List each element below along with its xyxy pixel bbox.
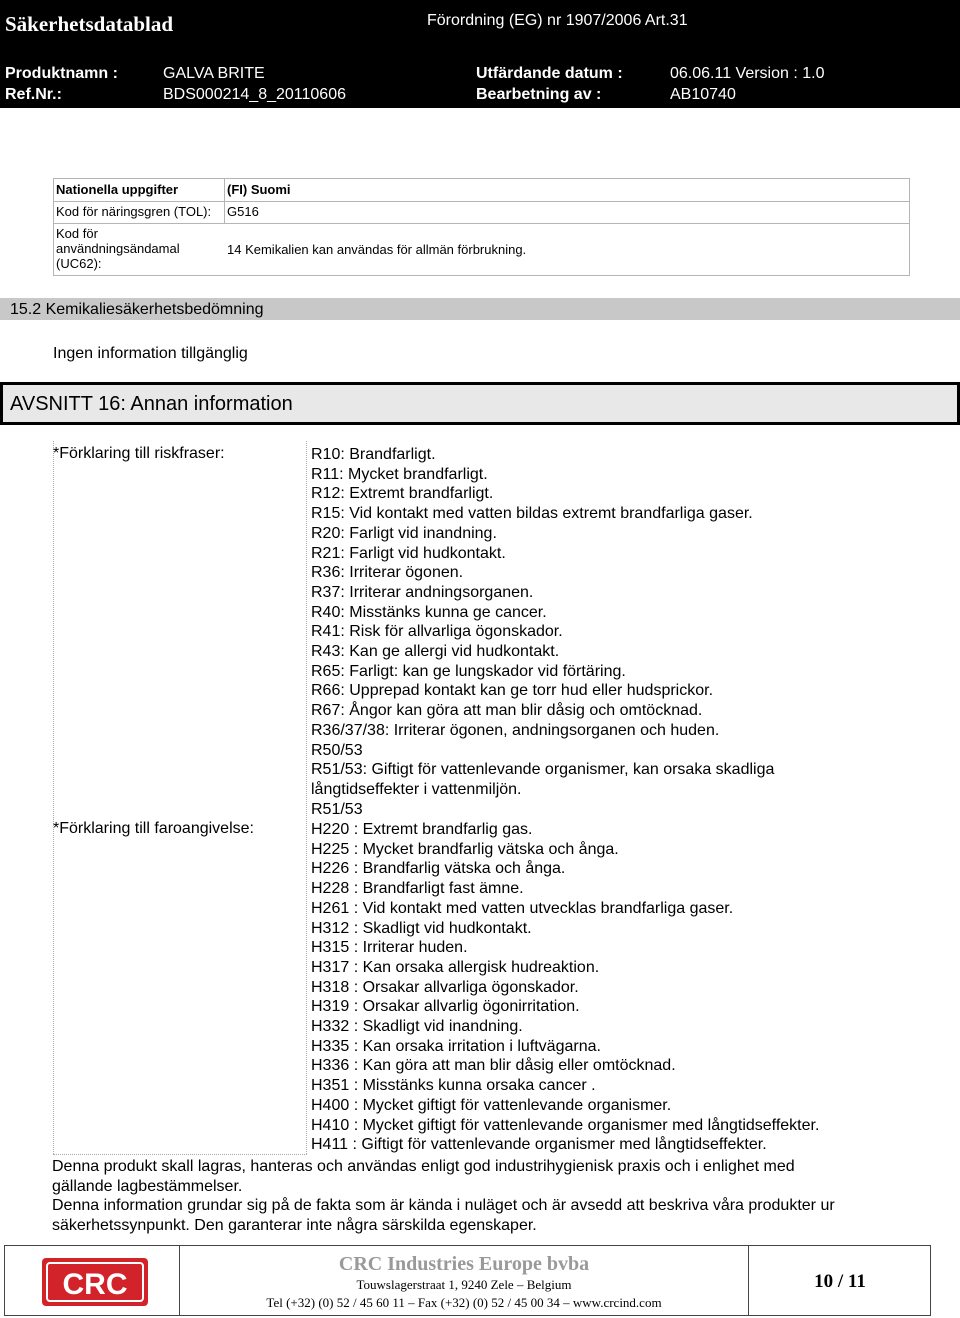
risk-phrase-item: R36: Irriterar ögonen. — [311, 564, 464, 582]
national-info-header: Nationella uppgifter — [56, 182, 179, 197]
hazard-statement-item: H318 : Orsakar allvarliga ögonskador. — [311, 978, 579, 996]
hazard-statement-item: H220 : Extremt brandfarlig gas. — [311, 821, 533, 838]
crc-logo-icon — [42, 1258, 148, 1306]
hazard-statement-item: H226 : Brandfarlig vätska och ånga. — [311, 860, 566, 878]
risk-phrase-item: R11: Mycket brandfarligt. — [311, 465, 488, 483]
hazard-statement-item: H315 : Irriterar huden. — [311, 939, 468, 957]
issue-date-label: Utfärdande datum : — [476, 65, 623, 82]
issue-date-value: 06.06.11 Version : 1.0 — [670, 65, 825, 82]
risk-phrase-item: R51/53 — [311, 800, 363, 818]
risk-phrase-item: R65: Farligt: kan ge lungskador vid förtäring. — [311, 662, 626, 680]
company-contact: Tel (+32) (0) 52 / 45 60 11 – Fax (+32) (0) 52 / 45 00 34 – www.crcind.com — [266, 1295, 662, 1310]
ref-number-label: Ref.Nr.: — [5, 86, 62, 103]
hazard-statement-item: H312 : Skadligt vid hudkontakt. — [311, 919, 532, 937]
hazard-statement-item: H332 : Skadligt vid inandning. — [311, 1018, 523, 1036]
risk-phrases-list — [311, 445, 871, 819]
risk-phrase-item: R67: Ångor kan göra att man blir dåsig och omtöcknad. — [311, 702, 703, 720]
risk-phrase-item: R10: Brandfarligt. — [311, 446, 436, 463]
section-15-2-text: Ingen information tillgänglig — [53, 345, 248, 362]
hazard-statement-item: H351 : Misstänks kunna orsaka cancer . — [311, 1077, 596, 1095]
section-16-title: AVSNITT 16: Annan information — [10, 393, 293, 415]
bottom-dotted-border — [53, 1154, 307, 1155]
regulation-reference: Förordning (EG) nr 1907/2006 Art.31 — [427, 12, 688, 29]
hazard-statement-item: H317 : Kan orsaka allergisk hudreaktion. — [311, 958, 600, 976]
risk-phrase-item: R36/37/38: Irriterar ögonen, andningsorganen och huden. — [311, 721, 720, 739]
company-address: Touwslagerstraat 1, 9240 Zele – Belgium — [356, 1277, 572, 1292]
hazard-statement-item: H225 : Mycket brandfarlig vätska och ånga. — [311, 840, 619, 858]
disclaimer-paragraph: Denna information grundar sig på de fakta som är kända i nuläget och är avsedd att beskriva våra produkter ur säkerhetssynpunkt. Den garanterar inte några särskilda egenskaper. — [52, 1197, 835, 1234]
risk-phrase-item: R15: Vid kontakt med vatten bildas extremt brandfarliga gaser. — [311, 505, 753, 523]
hazard-statement-item: H410 : Mycket giftigt för vattenlevande organismer med långtidseffekter. — [311, 1116, 820, 1134]
hazard-statement-item: H335 : Kan orsaka irritation i luftvägarna. — [311, 1037, 601, 1055]
national-country: (FI) Suomi — [227, 182, 291, 197]
product-name-value: GALVA BRITE — [163, 65, 265, 82]
risk-phrases-label: *Förklaring till riskfraser: — [53, 445, 225, 462]
risk-phrase-item: långtidseffekter i vattenmiljön. — [311, 780, 522, 798]
risk-phrase-item: R41: Risk för allvarliga ögonskador. — [311, 623, 563, 641]
left-dotted-border — [53, 441, 54, 1154]
hazard-statement-item: H336 : Kan göra att man blir dåsig eller omtöcknad. — [311, 1057, 676, 1075]
risk-phrase-item: R66: Upprepad kontakt kan ge torr hud eller hudsprickor. — [311, 682, 714, 700]
risk-phrase-item: R37: Irriterar andningsorganen. — [311, 583, 534, 601]
edited-by-value: AB10740 — [670, 86, 736, 103]
risk-phrase-item: R12: Extremt brandfarligt. — [311, 485, 494, 503]
national-info-table — [53, 178, 910, 276]
middle-dotted-border — [306, 441, 307, 1154]
page-number: 10 / 11 — [814, 1271, 866, 1292]
risk-phrase-item: R50/53 — [311, 741, 363, 759]
industry-code-label: Kod för näringsgren (TOL): — [56, 204, 212, 219]
hazard-statement-item: H319 : Orsakar allvarlig ögonirritation. — [311, 998, 580, 1016]
hazard-statements-list — [311, 820, 871, 1155]
risk-phrase-item: R21: Farligt vid hudkontakt. — [311, 544, 506, 562]
usage-code-label: Kod för användningsändamal (UC62): — [56, 226, 180, 271]
hazard-statement-item: H400 : Mycket giftigt för vattenlevande organismer. — [311, 1096, 672, 1114]
risk-phrase-item: R20: Farligt vid inandning. — [311, 524, 497, 542]
industry-code-value: G516 — [227, 204, 259, 219]
risk-phrase-item: R51/53: Giftigt för vattenlevande organismer, kan orsaka skadliga — [311, 761, 775, 779]
product-name-label: Produktnamn : — [5, 65, 118, 82]
document-title: Säkerhetsdatablad — [5, 12, 174, 36]
company-name: CRC Industries Europe bvba — [338, 1253, 590, 1275]
svg-text:CRC: CRC — [62, 1268, 128, 1301]
hazard-statement-item: H261 : Vid kontakt med vatten utvecklas brandfarliga gaser. — [311, 899, 734, 917]
risk-phrase-item: R43: Kan ge allergi vid hudkontakt. — [311, 643, 560, 661]
section-15-2-title: 15.2 Kemikaliesäkerhetsbedömning — [10, 301, 264, 318]
hazard-statement-item: H228 : Brandfarligt fast ämne. — [311, 880, 524, 898]
edited-by-label: Bearbetning av : — [476, 86, 602, 103]
hazard-statement-item: H411 : Giftigt för vattenlevande organismer med långtidseffekter. — [311, 1136, 767, 1154]
hazard-statements-label: *Förklaring till faroangivelse: — [53, 820, 254, 837]
usage-code-value: 14 Kemikalien kan användas för allmän förbrukning. — [227, 242, 527, 257]
ref-number-value: BDS000214_8_20110606 — [163, 86, 346, 103]
storage-paragraph: Denna produkt skall lagras, hanteras och användas enligt god industrihygienisk praxis och i enlighet med gällande lagbestämmelser. — [52, 1158, 795, 1195]
risk-phrase-item: R40: Misstänks kunna ge cancer. — [311, 603, 547, 621]
